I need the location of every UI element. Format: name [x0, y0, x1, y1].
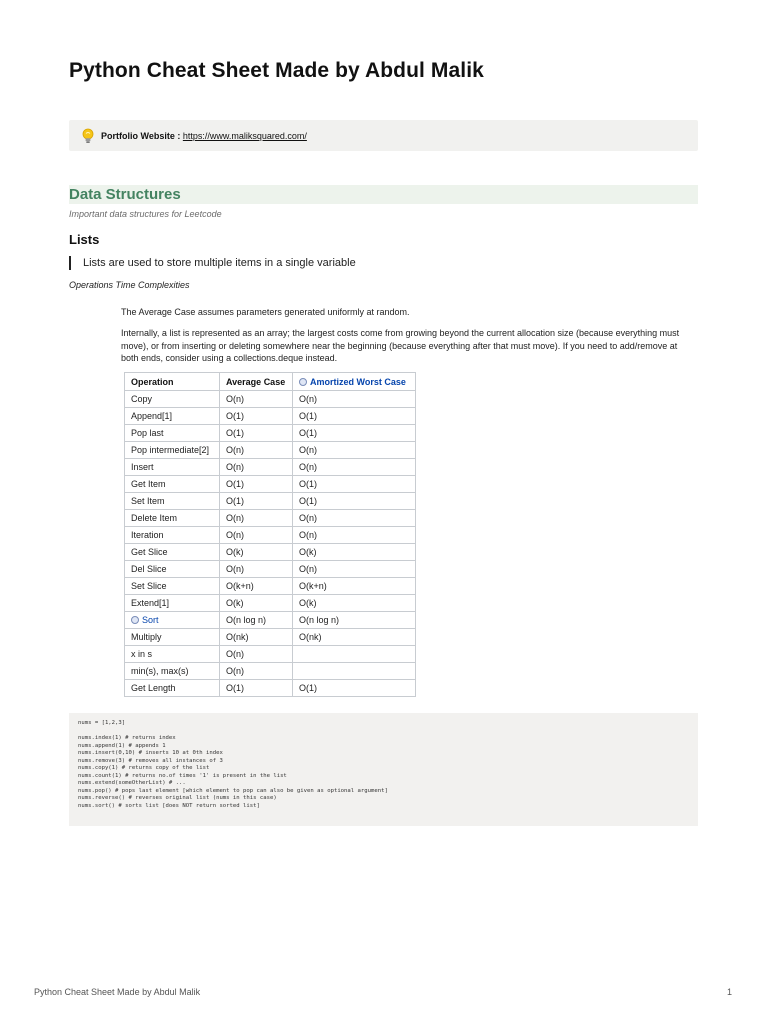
average-case-cell: O(n log n) — [220, 612, 293, 629]
worst-case-cell: O(n log n) — [293, 612, 416, 629]
average-case-cell: O(n) — [220, 391, 293, 408]
operation-cell: Pop last — [125, 425, 220, 442]
operation-cell: Set Item — [125, 493, 220, 510]
average-case-cell: O(1) — [220, 476, 293, 493]
worst-case-cell: O(n) — [293, 391, 416, 408]
operation-cell: Insert — [125, 459, 220, 476]
header-operation: Operation — [125, 373, 220, 391]
operation-cell: Multiply — [125, 629, 220, 646]
code-line: nums.remove(3) # removes all instances of 3 — [78, 757, 223, 764]
table-row — [125, 425, 416, 442]
table-body — [125, 391, 416, 697]
worst-case-cell: O(1) — [293, 493, 416, 510]
page-number: 1 — [727, 987, 733, 997]
operation-cell: Append[1] — [125, 408, 220, 425]
average-case-cell: O(n) — [220, 561, 293, 578]
table-row — [125, 629, 416, 646]
table-row — [125, 561, 416, 578]
table-row — [125, 646, 416, 663]
table-row — [125, 578, 416, 595]
table-row — [125, 544, 416, 561]
code-line: nums.count(1) # returns no.of times '1' is present in the list — [78, 772, 287, 779]
operation-cell: Pop intermediate[2] — [125, 442, 220, 459]
internal-representation-note: Internally, a list is represented as an array; the largest costs come from growing beyond the current allocation size (because everything must move), or from inserting or deleting somewhere near the beginning (because everything after that must move). If you need to add/remove at both ends, consider using a collections.deque instead. — [121, 328, 680, 363]
operation-cell: Set Slice — [125, 578, 220, 595]
lightbulb-icon — [81, 128, 95, 144]
worst-case-cell: O(k) — [293, 595, 416, 612]
amortized-worst-case-link[interactable]: Amortized Worst Case — [310, 376, 406, 387]
code-line: nums.sort() # sorts list [does NOT return sorted list] — [78, 802, 260, 809]
table-row — [125, 527, 416, 544]
operation-cell[interactable] — [125, 612, 220, 629]
worst-case-cell: O(n) — [293, 442, 416, 459]
operation-cell: Get Length — [125, 680, 220, 697]
code-line: nums = [1,2,3] — [78, 720, 126, 726]
worst-case-cell: O(k) — [293, 544, 416, 561]
operation-cell: Delete Item — [125, 510, 220, 527]
average-case-cell: O(1) — [220, 493, 293, 510]
average-case-cell: O(n) — [220, 442, 293, 459]
table-row — [125, 391, 416, 408]
average-case-cell: O(n) — [220, 459, 293, 476]
average-case-cell: O(1) — [220, 425, 293, 442]
table-header-row — [125, 373, 416, 391]
table-row — [125, 442, 416, 459]
worst-case-cell: O(n) — [293, 459, 416, 476]
average-case-cell: O(n) — [220, 646, 293, 663]
worst-case-cell: O(k+n) — [293, 578, 416, 595]
average-case-cell: O(1) — [220, 680, 293, 697]
average-case-cell: O(k) — [220, 544, 293, 561]
operation-cell: Del Slice — [125, 561, 220, 578]
lists-heading: Lists — [69, 232, 100, 247]
section-subtitle: Important data structures for Leetcode — [69, 209, 222, 219]
code-line: nums.append(1) # appends 1 — [78, 742, 166, 749]
portfolio-link[interactable]: https://www.maliksquared.com/ — [182, 130, 307, 141]
operation-cell: Copy — [125, 391, 220, 408]
worst-case-cell: O(nk) — [293, 629, 416, 646]
average-case-cell: O(n) — [220, 663, 293, 680]
section-header — [69, 185, 698, 204]
table-row — [125, 476, 416, 493]
sort-link[interactable]: Sort — [142, 615, 159, 625]
worst-case-cell: O(1) — [293, 476, 416, 493]
average-case-note: The Average Case assumes parameters generated uniformly at random. — [121, 307, 410, 317]
operation-cell: Extend[1] — [125, 595, 220, 612]
operation-cell: Iteration — [125, 527, 220, 544]
portfolio-label: Portfolio Website : — [101, 130, 183, 141]
table-row — [125, 663, 416, 680]
worst-case-cell: O(n) — [293, 561, 416, 578]
operation-cell: x in s — [125, 646, 220, 663]
code-line — [78, 728, 698, 736]
code-line: nums.insert(0,10) # inserts 10 at 0th index — [78, 750, 223, 756]
worst-case-cell: O(n) — [293, 527, 416, 544]
operation-cell: Get Slice — [125, 544, 220, 561]
header-average-case: Average Case — [220, 373, 293, 391]
info-icon — [299, 378, 307, 386]
page-title: Python Cheat Sheet Made by Abdul Malik — [69, 59, 484, 82]
table-row — [125, 408, 416, 425]
worst-case-cell: O(1) — [293, 680, 416, 697]
worst-case-cell — [293, 646, 416, 663]
average-case-cell: O(nk) — [220, 629, 293, 646]
code-line: nums.reverse() # reverses original list (nums in this case) — [78, 795, 277, 801]
table-row — [125, 680, 416, 697]
lists-quote: Lists are used to store multiple items in a single variable — [69, 256, 356, 270]
table-row — [125, 493, 416, 510]
footer-title: Python Cheat Sheet Made by Abdul Malik — [34, 987, 201, 997]
operation-cell: min(s), max(s) — [125, 663, 220, 680]
code-block — [69, 713, 698, 826]
table-row — [125, 612, 416, 629]
average-case-cell: O(k+n) — [220, 578, 293, 595]
callout-text — [101, 131, 307, 141]
worst-case-cell — [293, 663, 416, 680]
table-row — [125, 459, 416, 476]
table-row — [125, 595, 416, 612]
section-title: Data Structures — [69, 186, 181, 203]
info-icon — [131, 616, 139, 624]
code-line: nums.pop() # pops last element [which element to pop can also be given as optional argument] — [78, 787, 388, 794]
complexity-table — [124, 372, 416, 697]
worst-case-cell: O(n) — [293, 510, 416, 527]
portfolio-callout — [69, 120, 698, 151]
worst-case-cell: O(1) — [293, 425, 416, 442]
average-case-cell: O(n) — [220, 527, 293, 544]
average-case-cell: O(k) — [220, 595, 293, 612]
table-row — [125, 510, 416, 527]
code-line: nums.extend(someOtherList) # ... — [78, 780, 186, 786]
code-line: nums.index(1) # returns index — [78, 735, 176, 741]
average-case-cell: O(n) — [220, 510, 293, 527]
worst-case-cell: O(1) — [293, 408, 416, 425]
operations-caption: Operations Time Complexities — [69, 280, 190, 290]
operation-cell: Get Item — [125, 476, 220, 493]
code-line: nums.copy(1) # returns copy of the list — [78, 765, 210, 771]
average-case-cell: O(1) — [220, 408, 293, 425]
header-amortized-worst-case[interactable] — [293, 373, 416, 391]
